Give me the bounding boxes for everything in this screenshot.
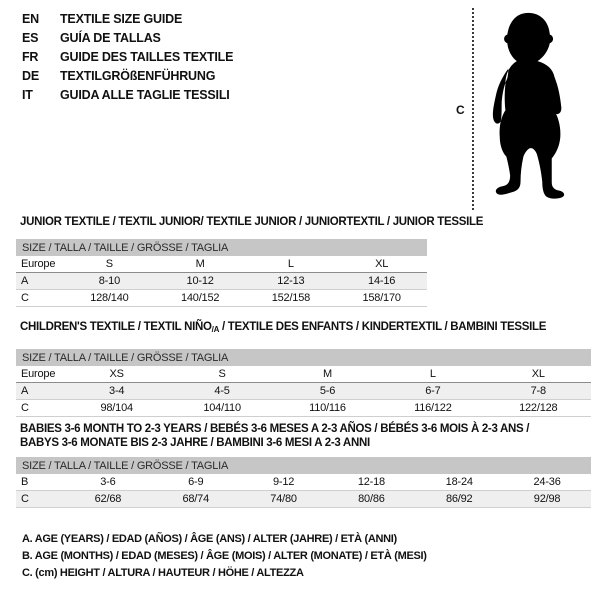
language-code: ES — [22, 31, 39, 45]
row-label-cell: Europe — [21, 368, 56, 380]
size-value-cell: 7-8 — [530, 385, 546, 397]
table-row — [16, 256, 427, 273]
size-value-cell: 6-7 — [425, 385, 441, 397]
size-value-cell: 68/74 — [182, 493, 209, 505]
table-row — [16, 383, 591, 400]
language-row — [22, 10, 233, 29]
row-label-cell: C — [21, 493, 29, 505]
size-value-cell: L — [287, 258, 294, 270]
size-value-cell: M — [195, 258, 205, 270]
table-row — [16, 400, 591, 417]
size-value-cell: 24-36 — [533, 476, 561, 488]
language-title: GUIDA ALLE TAGLIE TESSILI — [60, 88, 230, 102]
size-value-cell: 128/140 — [90, 292, 129, 304]
row-label-cell: A — [21, 385, 29, 397]
size-value-cell: S — [218, 368, 226, 380]
babies-size-table — [16, 457, 591, 508]
size-value-cell: 3-6 — [100, 476, 116, 488]
size-value-cell: XS — [109, 368, 124, 380]
size-value-cell: 80/86 — [358, 493, 385, 505]
table-row — [16, 273, 427, 290]
children-size-table — [16, 349, 591, 417]
size-value-cell: XL — [375, 258, 389, 270]
size-value-cell: 74/80 — [270, 493, 297, 505]
size-value-cell: 14-16 — [368, 275, 396, 287]
language-row — [22, 48, 233, 67]
baby-silhouette-icon — [478, 8, 582, 206]
children-title-pre: CHILDREN'S TEXTILE / TEXTIL NIÑO — [20, 321, 212, 333]
row-label-cell: Europe — [21, 258, 56, 270]
junior-section — [16, 215, 484, 307]
children-section-title — [16, 320, 591, 337]
size-value-cell: 3-4 — [109, 385, 125, 397]
table-row — [16, 474, 591, 491]
size-value-cell: 12-18 — [357, 476, 385, 488]
size-value-cell: 6-9 — [188, 476, 204, 488]
size-value-cell: 152/158 — [271, 292, 311, 304]
language-row — [22, 29, 233, 48]
size-header-bar: SIZE / TALLA / TAILLE / GRÖSSE / TAGLIA — [16, 349, 591, 366]
children-title-sub: /A — [211, 325, 220, 334]
table-row — [16, 491, 591, 508]
language-row — [22, 86, 233, 105]
size-value-cell: 4-5 — [214, 385, 230, 397]
language-code: FR — [22, 50, 39, 64]
size-value-cell: 9-12 — [272, 476, 295, 488]
legend-notes — [22, 531, 427, 582]
language-list — [22, 10, 233, 105]
size-value-cell: 18-24 — [445, 476, 473, 488]
table-row — [16, 366, 591, 383]
row-label-cell: C — [21, 402, 29, 414]
height-measure-dotted-line — [472, 8, 474, 210]
language-row — [22, 67, 233, 86]
size-value-cell: 104/110 — [203, 402, 241, 414]
size-value-cell: 110/116 — [309, 402, 346, 414]
size-header-bar: SIZE / TALLA / TAILLE / GRÖSSE / TAGLIA — [16, 239, 427, 256]
size-value-cell: 5-6 — [319, 385, 336, 397]
size-header-bar: SIZE / TALLA / TAILLE / GRÖSSE / TAGLIA — [16, 457, 591, 474]
row-label-cell: B — [21, 476, 29, 488]
size-value-cell: 10-12 — [186, 275, 214, 287]
note-line-b: B. AGE (MONTHS) / EDAD (MESES) / ÂGE (MOIS) / ALTER (MONATE) / ETÀ (MESI) — [22, 550, 427, 562]
size-value-cell: 98/104 — [100, 402, 133, 414]
size-value-cell: 12-13 — [277, 275, 305, 287]
junior-section-title: JUNIOR TEXTILE / TEXTIL JUNIOR/ TEXTILE JUNIOR / JUNIORTEXTIL / JUNIOR TESSILE — [20, 216, 484, 228]
height-label-c: C — [456, 103, 465, 117]
size-value-cell: 140/152 — [180, 292, 220, 304]
row-label-cell: C — [21, 292, 29, 304]
children-section — [16, 320, 591, 417]
size-value-cell: 116/122 — [414, 402, 452, 414]
size-value-cell: 158/170 — [362, 292, 401, 304]
note-line-a: A. AGE (YEARS) / EDAD (AÑOS) / ÂGE (ANS) / ALTER (JAHRE) / ETÀ (ANNI) — [22, 533, 397, 545]
language-title: GUÍA DE TALLAS — [60, 31, 161, 45]
size-value-cell: L — [429, 368, 436, 380]
language-title: GUIDE DES TAILLES TEXTILE — [60, 50, 234, 64]
junior-size-table — [16, 239, 427, 307]
language-code: EN — [22, 12, 39, 26]
size-value-cell: 122/128 — [519, 402, 558, 414]
size-value-cell: 62/68 — [94, 493, 122, 505]
size-value-cell: M — [322, 368, 332, 380]
babies-section-title-line1: BABIES 3-6 MONTH TO 2-3 YEARS / BEBÉS 3-6 MESES A 2-3 AÑOS / BÉBÉS 3-6 MOIS À 2-3 ANS / — [20, 423, 530, 435]
size-value-cell: S — [105, 258, 113, 270]
size-value-cell: 8-10 — [98, 275, 120, 287]
language-code: DE — [22, 69, 39, 83]
language-code: IT — [22, 88, 33, 102]
size-value-cell: XL — [531, 368, 545, 380]
row-label-cell: A — [21, 275, 29, 287]
babies-section — [16, 422, 591, 508]
children-title-post: / TEXTILE DES ENFANTS / KINDERTEXTIL / BAMBINI TESSILE — [219, 321, 547, 333]
size-value-cell: 86/92 — [445, 493, 473, 505]
note-line-c: C. (cm) HEIGHT / ALTURA / HAUTEUR / HÖHE / ALTEZZA — [22, 567, 304, 579]
size-value-cell: 92/98 — [533, 493, 561, 505]
babies-section-title-line2: BABYS 3-6 MONATE BIS 2-3 JAHRE / BAMBINI 3-6 MESI A 2-3 ANNI — [20, 437, 370, 449]
language-title: TEXTILGRÖßENFÜHRUNG — [60, 69, 216, 83]
language-title: TEXTILE SIZE GUIDE — [60, 12, 183, 26]
table-row — [16, 290, 427, 307]
